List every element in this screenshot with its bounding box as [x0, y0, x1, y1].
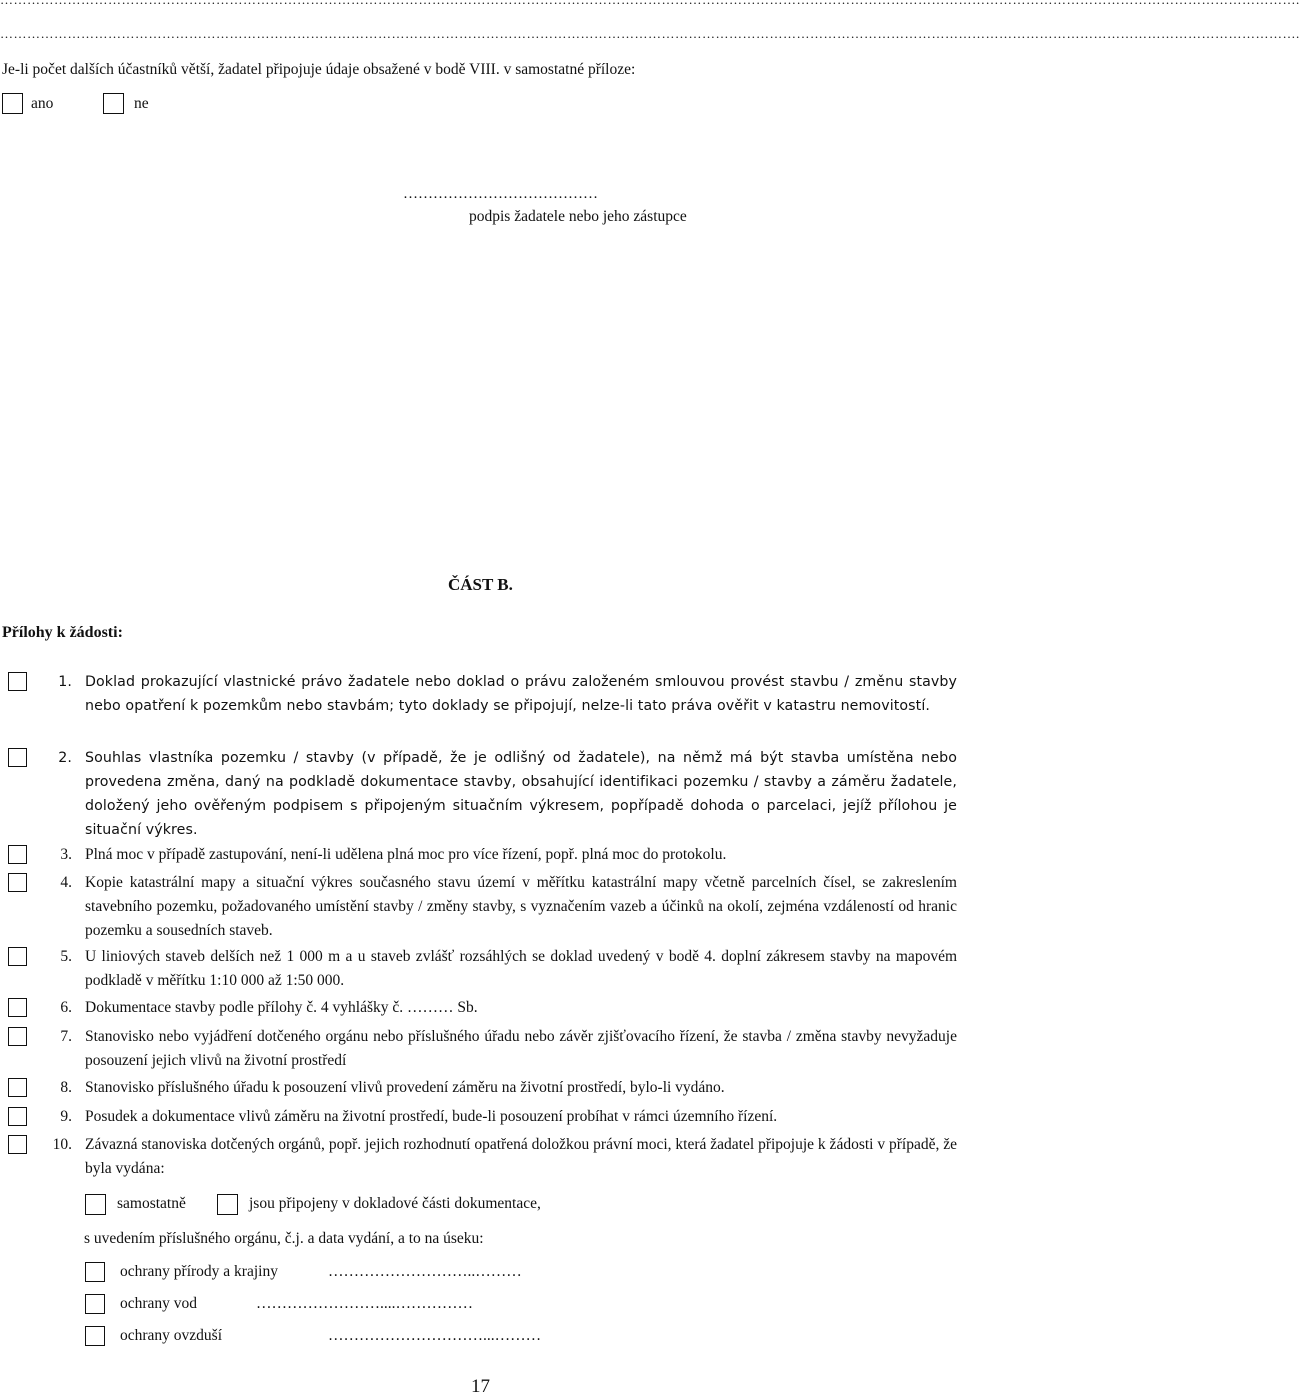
- dotted-line: ……………………………………………………………………………………………………………………………………………………………………………………………………………………………………………………………….: [0, 26, 1300, 41]
- ochrana-prirody-line[interactable]: ………………………..………: [328, 1263, 522, 1280]
- item-number: 6.: [60, 999, 72, 1016]
- checkbox-item-1[interactable]: [8, 672, 27, 691]
- checkbox-ne[interactable]: [103, 93, 124, 114]
- item-number: 2.: [58, 750, 72, 766]
- dotted-line: [0, 0, 722, 8]
- checkbox-item-9[interactable]: [8, 1107, 27, 1126]
- ochrana-prirody-label: ochrany přírody a krajiny: [120, 1263, 278, 1280]
- section-title: ČÁST B.: [448, 575, 513, 594]
- item-number: 5.: [60, 948, 72, 965]
- option-samostatne-label: samostatně: [117, 1195, 186, 1212]
- checkbox-item-2[interactable]: [8, 748, 27, 767]
- checkbox-ochrana-prirody[interactable]: [85, 1262, 105, 1282]
- item-text: Závazná stanoviska dotčených orgánů, popř. jejich rozhodnutí opatřená doložkou právní moci, která žadatel připojuje k žádosti v případě, že byla vydána:: [85, 1136, 957, 1177]
- checkbox-item-4[interactable]: [8, 873, 27, 892]
- checkbox-item-10[interactable]: [8, 1135, 27, 1154]
- option-ano-label: ano: [31, 95, 54, 112]
- item-number: 4.: [60, 874, 72, 891]
- checkbox-dokladova-cast[interactable]: [217, 1194, 238, 1215]
- item-text: Souhlas vlastníka pozemku / stavby (v případě, že je odlišný od žadatele), na němž má být stavba umístěna nebo provedena změna, daný na podkladě dokumentace stavby, obsahující identifikaci pozemku / stavby a záměru žadatele, doložený jeho ověřeným podpisem s připojeným situačním výkresem, popřípadě dohoda o parcelaci, jejíž přílohou je situační výkres.: [85, 750, 957, 838]
- checkbox-item-3[interactable]: [8, 845, 27, 864]
- item-text: Dokumentace stavby podle přílohy č. 4 vyhlášky č. ……… Sb.: [85, 999, 478, 1016]
- item-number: 1.: [58, 674, 72, 690]
- checkbox-item-6[interactable]: [8, 998, 27, 1017]
- option-ne-label: ne: [134, 95, 149, 112]
- item-number: 10.: [52, 1136, 72, 1153]
- checkbox-item-7[interactable]: [8, 1027, 27, 1046]
- item-text: U liniových staveb delších než 1 000 m a u staveb zvlášť rozsáhlých se doklad uvedený v bodě 4. doplní zákresem stavby na mapovém podkladě v měřítku 1:10 000 až 1:50 000.: [85, 948, 957, 989]
- checkbox-samostatne[interactable]: [85, 1194, 106, 1215]
- checkbox-ochrana-ovzdusi[interactable]: [85, 1326, 105, 1346]
- item-number: 8.: [60, 1079, 72, 1096]
- sub-intro: s uvedením příslušného orgánu, č.j. a data vydání, a to na úseku:: [84, 1230, 484, 1247]
- ochrana-vod-label: ochrany vod: [120, 1295, 198, 1312]
- checkbox-ano[interactable]: [2, 93, 23, 114]
- item-text: Kopie katastrální mapy a situační výkres současného stavu území v měřítku katastrální mapy včetně parcelních čísel, se zakreslením stavebního pozemku, požadovaného umístění stavby / změny stavby, s vyznačením vazeb a účinků na okolí, zejména vzdáleností od hranic pozemku a sousedních staveb.: [85, 874, 957, 939]
- item-text: Plná moc v případě zastupování, není-li udělena plná moc pro více řízení, popř. plná moc do protokolu.: [85, 846, 727, 863]
- item-text: Stanovisko nebo vyjádření dotčeného orgánu nebo příslušného úřadu nebo závěr zjišťovacího řízení, že stavba / změna stavby nevyžaduje posouzení jejich vlivů na životní prostředí: [85, 1028, 957, 1069]
- item-text: Posudek a dokumentace vlivů záměru na životní prostředí, bude-li posouzení probíhat v rámci územního řízení.: [85, 1108, 778, 1125]
- signature-label: podpis žadatele nebo jeho zástupce: [469, 208, 687, 225]
- page-number: 17: [471, 1376, 490, 1397]
- signature-line: …………………………………: [403, 186, 598, 202]
- ochrana-vod-line[interactable]: ……………………....……………: [256, 1295, 473, 1312]
- item-text: Doklad prokazující vlastnické právo žadatele nebo doklad o právu založeném smlouvou provést stavbu / změnu stavby nebo opatření k pozemkům nebo stavbám; tyto doklady se připojují, nelze-li tato práva ověřit v katastru nemovitostí.: [85, 674, 957, 714]
- checkbox-item-8[interactable]: [8, 1078, 27, 1097]
- option-dokladova-cast-label: jsou připojeny v dokladové části dokumentace,: [249, 1195, 541, 1212]
- ochrana-ovzdusi-label: ochrany ovzduší: [120, 1327, 223, 1344]
- ochrana-ovzdusi-line[interactable]: …………………………...………: [328, 1327, 542, 1344]
- item-number: 7.: [60, 1028, 72, 1045]
- checkbox-item-5[interactable]: [8, 947, 27, 966]
- participants-question: Je-li počet dalších účastníků větší, žadatel připojuje údaje obsažené v bodě VIII. v samostatné příloze:: [2, 61, 636, 78]
- item-number: 9.: [60, 1108, 72, 1125]
- item-text: Stanovisko příslušného úřadu k posouzení vlivů provedení záměru na životní prostředí, bylo-li vydáno.: [85, 1079, 725, 1096]
- checkbox-ochrana-vod[interactable]: [85, 1294, 105, 1314]
- item-number: 3.: [60, 846, 72, 863]
- attachments-title: Přílohy k žádosti:: [2, 624, 123, 641]
